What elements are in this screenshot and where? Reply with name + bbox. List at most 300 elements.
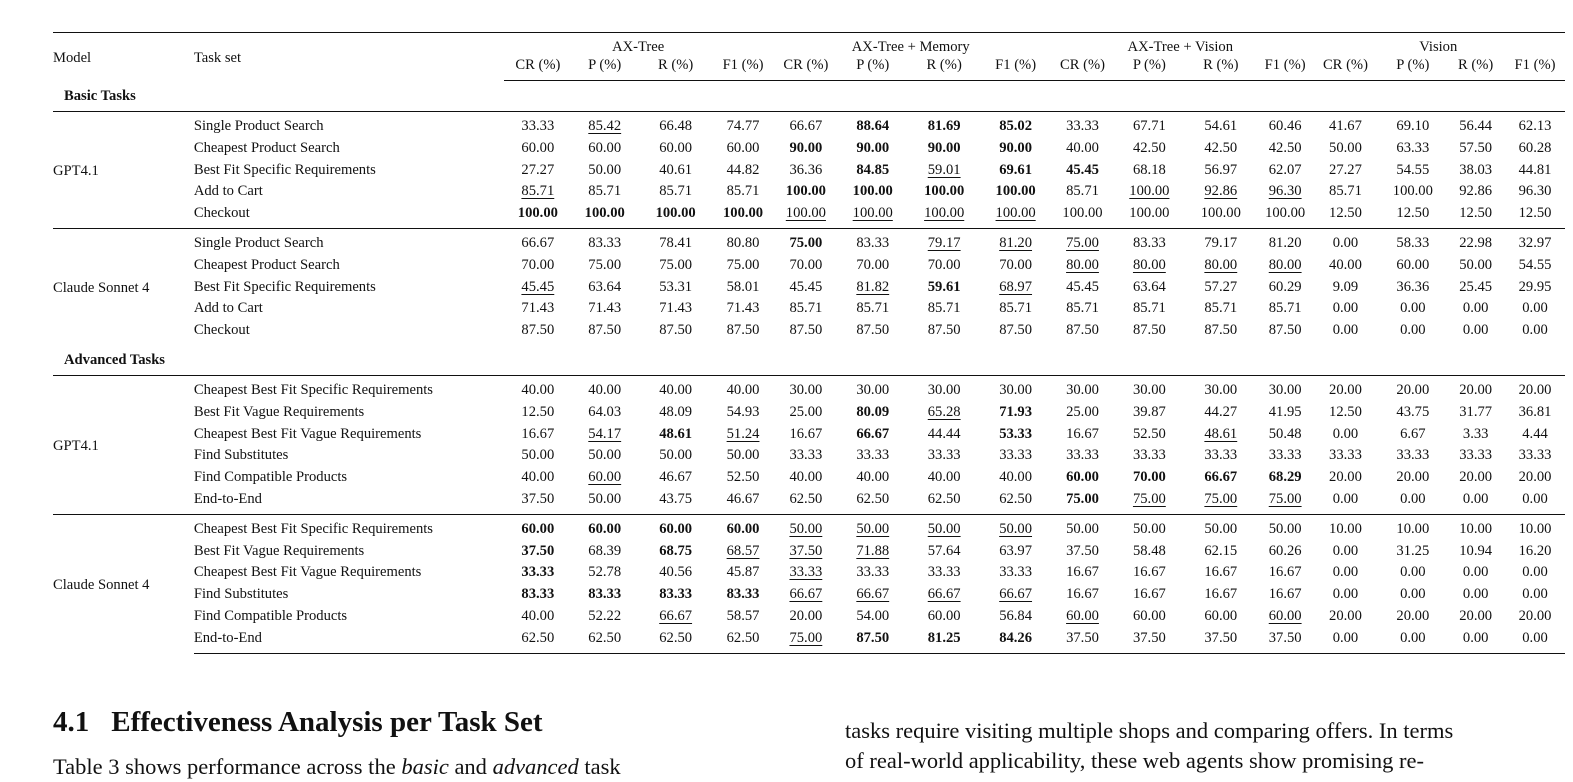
metric-value-text: 52.50 — [1132, 425, 1166, 442]
metric-value — [1183, 181, 1259, 203]
metric-value — [714, 514, 773, 540]
metric-value-text: 60.00 — [588, 520, 622, 537]
table-row — [53, 514, 1565, 540]
metric-value — [906, 320, 982, 345]
task-name: Find Substitutes — [193, 447, 289, 464]
metric-value — [906, 160, 982, 182]
metric-value — [638, 424, 714, 446]
metric-value — [982, 112, 1049, 138]
metric-value-text: 87.50 — [726, 322, 760, 339]
metric-value-text: 0.00 — [1400, 300, 1426, 317]
metric-value — [1312, 138, 1380, 160]
metric-value — [504, 255, 572, 277]
metric-value — [1379, 228, 1446, 254]
metric-value-text: 100.00 — [1392, 183, 1433, 200]
metric-value — [1446, 255, 1505, 277]
metric-value-text: 0.00 — [1522, 300, 1548, 317]
metric-value-text: 52.50 — [726, 469, 760, 486]
metric-value-text: 85.71 — [999, 300, 1033, 317]
metric-value-text: 100.00 — [655, 205, 696, 222]
task-name: Cheapest Product Search — [193, 256, 340, 273]
metric-value — [906, 445, 982, 467]
metric-value-text: 62.50 — [521, 629, 555, 646]
metric-value — [1446, 402, 1505, 424]
metric-value — [1183, 112, 1259, 138]
metric-value — [772, 467, 839, 489]
metric-value — [1446, 203, 1505, 228]
metric-value-text: 81.20 — [999, 234, 1033, 251]
metric-value — [839, 138, 906, 160]
table-row — [53, 203, 1565, 228]
table-row — [53, 298, 1565, 320]
metric-value — [772, 320, 839, 345]
metric-value — [906, 277, 982, 299]
task-name: Checkout — [193, 322, 250, 339]
metric-value-text: 79.17 — [1204, 234, 1238, 251]
metric-value-text: 80.09 — [856, 403, 890, 420]
metric-value-text: 54.55 — [1518, 256, 1552, 273]
metric-value — [714, 628, 773, 653]
metric-value-text: 62.50 — [789, 490, 823, 507]
metric-value — [772, 228, 839, 254]
section-row — [53, 345, 1565, 376]
metric-value-text: 85.42 — [588, 118, 622, 134]
metric-value-text: 100.00 — [1062, 205, 1103, 222]
metric-value-text: 71.88 — [856, 542, 890, 559]
metric-value — [772, 514, 839, 540]
header-metric: CR (%) — [1312, 56, 1380, 81]
metric-value — [1379, 628, 1446, 653]
metric-value — [638, 562, 714, 584]
metric-value — [572, 489, 638, 514]
metric-value — [982, 628, 1049, 653]
metric-value-text: 60.00 — [1396, 256, 1430, 273]
metric-value-text: 57.64 — [927, 542, 961, 559]
metric-value-text: 10.94 — [1459, 542, 1493, 559]
metric-value — [1379, 160, 1446, 182]
metric-value-text: 60.00 — [521, 520, 555, 537]
metric-value-text: 0.00 — [1332, 629, 1359, 646]
metric-value — [1259, 584, 1312, 606]
metric-value — [839, 160, 906, 182]
metric-value — [638, 467, 714, 489]
metric-value-text: 0.00 — [1332, 564, 1359, 581]
metric-value — [638, 277, 714, 299]
metric-value — [982, 138, 1049, 160]
metric-value-text: 40.00 — [999, 469, 1033, 486]
metric-value-text: 27.27 — [521, 161, 555, 178]
metric-value-text: 56.97 — [1204, 161, 1238, 178]
metric-value — [1505, 203, 1565, 228]
metric-value — [982, 445, 1049, 467]
metric-value — [906, 424, 982, 446]
metric-value — [1116, 445, 1183, 467]
header-metric: R (%) — [638, 56, 714, 81]
section-title: Effectiveness Analysis per Task Set — [111, 706, 543, 738]
metric-value-text: 83.33 — [856, 234, 890, 251]
metric-value-text: 70.00 — [856, 256, 890, 273]
table-row — [53, 255, 1565, 277]
metric-value — [1183, 298, 1259, 320]
metric-value — [714, 606, 773, 628]
task-name: Cheapest Best Fit Specific Requirements — [193, 381, 433, 398]
metric-value-text: 83.33 — [1132, 234, 1166, 251]
metric-value — [772, 203, 839, 228]
metric-value-text: 60.00 — [588, 469, 622, 486]
metric-value-text: 71.93 — [999, 403, 1033, 420]
header-group-row — [53, 33, 1565, 57]
metric-value — [982, 277, 1049, 299]
metric-value — [714, 562, 773, 584]
metric-value-text: 16.67 — [1204, 564, 1238, 581]
metric-value-text: 59.01 — [927, 161, 961, 178]
results-table — [53, 32, 1565, 654]
metric-value-text: 74.77 — [726, 118, 760, 134]
metric-value-text: 68.18 — [1132, 161, 1166, 178]
metric-value — [572, 628, 638, 653]
metric-value-text: 69.61 — [999, 161, 1033, 178]
task-name: End-to-End — [194, 628, 504, 653]
metric-value-text: 53.31 — [659, 278, 693, 295]
metric-value-text: 0.00 — [1332, 234, 1359, 251]
metric-value — [638, 541, 714, 563]
metric-value-text: 70.00 — [927, 256, 961, 273]
header-metric: F1 (%) — [1505, 56, 1565, 81]
metric-value — [572, 584, 638, 606]
metric-value — [1049, 375, 1116, 401]
metric-value — [1116, 228, 1183, 254]
metric-value — [772, 628, 839, 653]
paragraph-text: and — [448, 754, 493, 779]
metric-value-text: 0.00 — [1522, 322, 1548, 339]
metric-value-text: 33.33 — [1329, 447, 1362, 464]
metric-value-text: 12.50 — [1459, 205, 1493, 222]
metric-value — [572, 375, 638, 401]
paragraph-emphasis: advanced — [492, 754, 579, 779]
metric-value-text: 25.00 — [789, 403, 823, 420]
metric-value — [1259, 277, 1312, 299]
metric-value-text: 20.00 — [1329, 469, 1362, 486]
metric-value-text: 60.00 — [1132, 607, 1166, 624]
metric-value-text: 85.71 — [856, 300, 890, 317]
metric-value-text: 85.71 — [588, 183, 622, 200]
metric-value — [1049, 320, 1116, 345]
metric-value — [1116, 320, 1183, 345]
metric-value-text: 36.36 — [789, 161, 823, 178]
metric-value-text: 54.55 — [1396, 161, 1430, 178]
metric-value — [982, 255, 1049, 277]
task-name: Add to Cart — [193, 183, 263, 200]
metric-value — [638, 320, 714, 345]
metric-value — [1116, 467, 1183, 489]
header-group-ax-tree-memory: AX-Tree + Memory — [772, 33, 1049, 57]
metric-value — [714, 402, 773, 424]
metric-value — [638, 160, 714, 182]
metric-value-text: 40.00 — [1329, 256, 1362, 273]
metric-value — [1183, 562, 1259, 584]
metric-value-text: 62.50 — [659, 629, 693, 646]
metric-value — [504, 112, 572, 138]
table-row — [53, 138, 1565, 160]
metric-value — [1379, 203, 1446, 228]
metric-value — [1049, 489, 1116, 514]
metric-value — [1446, 160, 1505, 182]
metric-value — [504, 160, 572, 182]
metric-value — [982, 160, 1049, 182]
metric-value-text: 48.61 — [1204, 425, 1238, 442]
metric-value — [982, 467, 1049, 489]
metric-value — [1049, 277, 1116, 299]
metric-value — [638, 375, 714, 401]
metric-value-text: 87.50 — [521, 322, 555, 339]
header-metric: P (%) — [1379, 56, 1446, 81]
metric-value — [1049, 424, 1116, 446]
metric-value — [839, 375, 906, 401]
metric-value-text: 66.67 — [789, 118, 823, 134]
metric-value — [714, 228, 773, 254]
metric-value — [1312, 562, 1380, 584]
metric-value-text: 100.00 — [852, 205, 893, 222]
metric-value — [772, 375, 839, 401]
metric-value-text: 84.26 — [999, 629, 1033, 646]
metric-value-text: 50.00 — [1204, 520, 1238, 537]
metric-value-text: 20.00 — [789, 607, 823, 624]
metric-value-text: 0.00 — [1462, 586, 1489, 603]
metric-value — [638, 138, 714, 160]
metric-value — [1379, 375, 1446, 401]
metric-value — [1312, 514, 1380, 540]
metric-value — [906, 138, 982, 160]
metric-value-text: 80.00 — [1066, 256, 1099, 273]
table-row — [53, 181, 1565, 203]
metric-value — [982, 489, 1049, 514]
task-name: Single Product Search — [194, 228, 504, 254]
metric-value-text: 9.09 — [1332, 278, 1359, 295]
metric-value — [638, 606, 714, 628]
table-row — [53, 584, 1565, 606]
metric-value-text: 33.33 — [1518, 447, 1552, 464]
metric-value-text: 90.00 — [927, 139, 961, 156]
metric-value-text: 44.44 — [927, 425, 961, 442]
metric-value-text: 62.13 — [1518, 118, 1552, 134]
metric-value — [906, 562, 982, 584]
metric-value — [504, 228, 572, 254]
metric-value-text: 87.50 — [1204, 322, 1238, 339]
table-row — [53, 541, 1565, 563]
table-row — [53, 320, 1565, 345]
metric-value — [504, 298, 572, 320]
metric-value-text: 71.43 — [659, 300, 693, 317]
metric-value — [982, 562, 1049, 584]
metric-value-text: 33.33 — [1132, 447, 1166, 464]
metric-value — [1049, 584, 1116, 606]
metric-value-text: 62.50 — [856, 490, 890, 507]
metric-value-text: 60.00 — [521, 139, 555, 156]
metric-value-text: 37.50 — [1268, 629, 1302, 646]
metric-value-text: 40.00 — [588, 381, 622, 398]
metric-value-text: 87.50 — [856, 629, 890, 646]
metric-value-text: 43.75 — [1396, 403, 1430, 420]
metric-value-text: 85.71 — [1066, 300, 1099, 317]
metric-value-text: 20.00 — [1459, 469, 1493, 486]
metric-value — [572, 606, 638, 628]
metric-value-text: 58.57 — [726, 607, 760, 624]
metric-value-text: 58.33 — [1396, 234, 1430, 251]
metric-value — [1183, 255, 1259, 277]
metric-value-text: 50.00 — [789, 520, 823, 537]
metric-value-text: 50.00 — [521, 447, 555, 464]
metric-value-text: 75.00 — [726, 256, 760, 273]
metric-value-text: 54.93 — [726, 403, 760, 420]
metric-value — [714, 424, 773, 446]
metric-value — [572, 424, 638, 446]
metric-value-text: 66.67 — [856, 586, 890, 603]
metric-value — [714, 375, 773, 401]
metric-value-text: 60.26 — [1268, 542, 1302, 559]
metric-value-text: 87.50 — [999, 322, 1033, 339]
metric-value-text: 32.97 — [1518, 234, 1552, 251]
metric-value — [504, 277, 572, 299]
task-name: Add to Cart — [193, 300, 263, 317]
metric-value — [1505, 375, 1565, 401]
metric-value — [1259, 160, 1312, 182]
metric-value — [638, 628, 714, 653]
metric-value — [572, 277, 638, 299]
metric-value-text: 85.71 — [726, 183, 760, 200]
metric-value-text: 46.67 — [659, 469, 693, 486]
task-name: Find Compatible Products — [193, 607, 348, 624]
metric-value-text: 50.00 — [1066, 520, 1099, 537]
metric-value-text: 20.00 — [1459, 607, 1493, 624]
metric-value-text: 75.00 — [789, 629, 823, 646]
metric-value — [1183, 277, 1259, 299]
metric-value — [1049, 514, 1116, 540]
metric-value-text: 60.00 — [1066, 469, 1099, 486]
header-group-ax-tree-vision: AX-Tree + Vision — [1049, 33, 1311, 57]
metric-value-text: 33.33 — [789, 447, 823, 464]
paragraph-text: Table 3 shows performance across the — [53, 754, 402, 779]
metric-value — [906, 402, 982, 424]
metric-value-text: 31.77 — [1459, 403, 1493, 420]
paragraph-right-line: of real-world applicability, these web agents show promising re- — [845, 748, 1425, 773]
metric-value — [1259, 298, 1312, 320]
metric-value — [906, 514, 982, 540]
metric-value — [504, 467, 572, 489]
metric-value-text: 56.44 — [1459, 118, 1493, 134]
metric-value-text: 96.30 — [1268, 183, 1302, 200]
metric-value-text: 50.48 — [1268, 425, 1302, 442]
metric-value-text: 85.02 — [999, 118, 1033, 134]
header-metric: F1 (%) — [1259, 56, 1312, 81]
section-row — [53, 81, 1565, 112]
metric-value-text: 100.00 — [924, 205, 965, 222]
metric-value-text: 60.00 — [659, 520, 693, 537]
metric-value-text: 92.86 — [1459, 183, 1493, 200]
metric-value — [839, 203, 906, 228]
metric-value-text: 62.50 — [999, 490, 1033, 507]
metric-value-text: 16.67 — [1268, 586, 1302, 603]
metric-value-text: 50.00 — [999, 520, 1033, 537]
metric-value-text: 0.00 — [1522, 586, 1548, 603]
metric-value-text: 43.75 — [659, 490, 693, 507]
metric-value-text: 33.33 — [927, 447, 961, 464]
metric-value — [906, 203, 982, 228]
metric-value-text: 85.71 — [659, 183, 693, 200]
table-row — [53, 402, 1565, 424]
metric-value-text: 46.67 — [726, 490, 760, 507]
metric-value — [772, 445, 839, 467]
metric-value-text: 37.50 — [789, 542, 823, 559]
metric-value — [839, 606, 906, 628]
table-row — [53, 375, 1565, 401]
metric-value — [1446, 298, 1505, 320]
metric-value-text: 30.00 — [1066, 381, 1099, 398]
metric-value-text: 16.67 — [521, 425, 555, 442]
metric-value-text: 83.33 — [521, 586, 555, 603]
metric-value-text: 50.00 — [588, 161, 622, 178]
metric-value-text: 48.61 — [659, 425, 693, 442]
metric-value — [1312, 277, 1380, 299]
metric-value-text: 42.50 — [1132, 139, 1166, 156]
metric-value — [1312, 320, 1380, 345]
metric-value-text: 63.64 — [1132, 278, 1166, 295]
metric-value-text: 83.33 — [659, 586, 693, 603]
metric-value — [906, 255, 982, 277]
metric-value-text: 40.00 — [521, 607, 555, 624]
metric-value — [772, 181, 839, 203]
metric-value — [1259, 320, 1312, 345]
metric-value — [504, 375, 572, 401]
metric-value-text: 38.03 — [1459, 161, 1493, 178]
metric-value-text: 56.84 — [999, 607, 1033, 624]
metric-value — [1505, 298, 1565, 320]
table-row — [53, 606, 1565, 628]
metric-value-text: 66.67 — [856, 425, 890, 442]
metric-value-text: 100.00 — [995, 205, 1036, 222]
metric-value — [1183, 203, 1259, 228]
task-name: Cheapest Best Fit Vague Requirements — [193, 564, 422, 581]
metric-value — [982, 584, 1049, 606]
metric-value-text: 62.07 — [1268, 161, 1302, 178]
metric-value — [906, 181, 982, 203]
metric-value — [906, 375, 982, 401]
metric-value-text: 100.00 — [517, 205, 558, 222]
metric-value-text: 45.45 — [521, 278, 555, 295]
metric-value — [1259, 541, 1312, 563]
metric-value — [504, 320, 572, 345]
metric-value-text: 0.00 — [1332, 586, 1359, 603]
metric-value-text: 37.50 — [521, 542, 555, 559]
metric-value-text: 54.17 — [588, 425, 622, 442]
metric-value-text: 12.50 — [1329, 403, 1362, 420]
metric-value — [1259, 606, 1312, 628]
metric-value-text: 0.00 — [1332, 322, 1359, 339]
metric-value — [1312, 467, 1380, 489]
metric-value — [982, 375, 1049, 401]
metric-value — [1116, 514, 1183, 540]
metric-value-text: 90.00 — [856, 139, 890, 156]
metric-value-text: 51.24 — [726, 425, 760, 442]
metric-value-text: 30.00 — [927, 381, 961, 398]
metric-value — [906, 628, 982, 653]
table-row — [53, 160, 1565, 182]
metric-value — [1446, 424, 1505, 446]
table-row — [53, 112, 1565, 138]
metric-value-text: 37.50 — [521, 490, 555, 507]
metric-value — [1446, 138, 1505, 160]
metric-value-text: 60.46 — [1268, 118, 1302, 134]
metric-value-text: 100.00 — [1129, 183, 1170, 200]
